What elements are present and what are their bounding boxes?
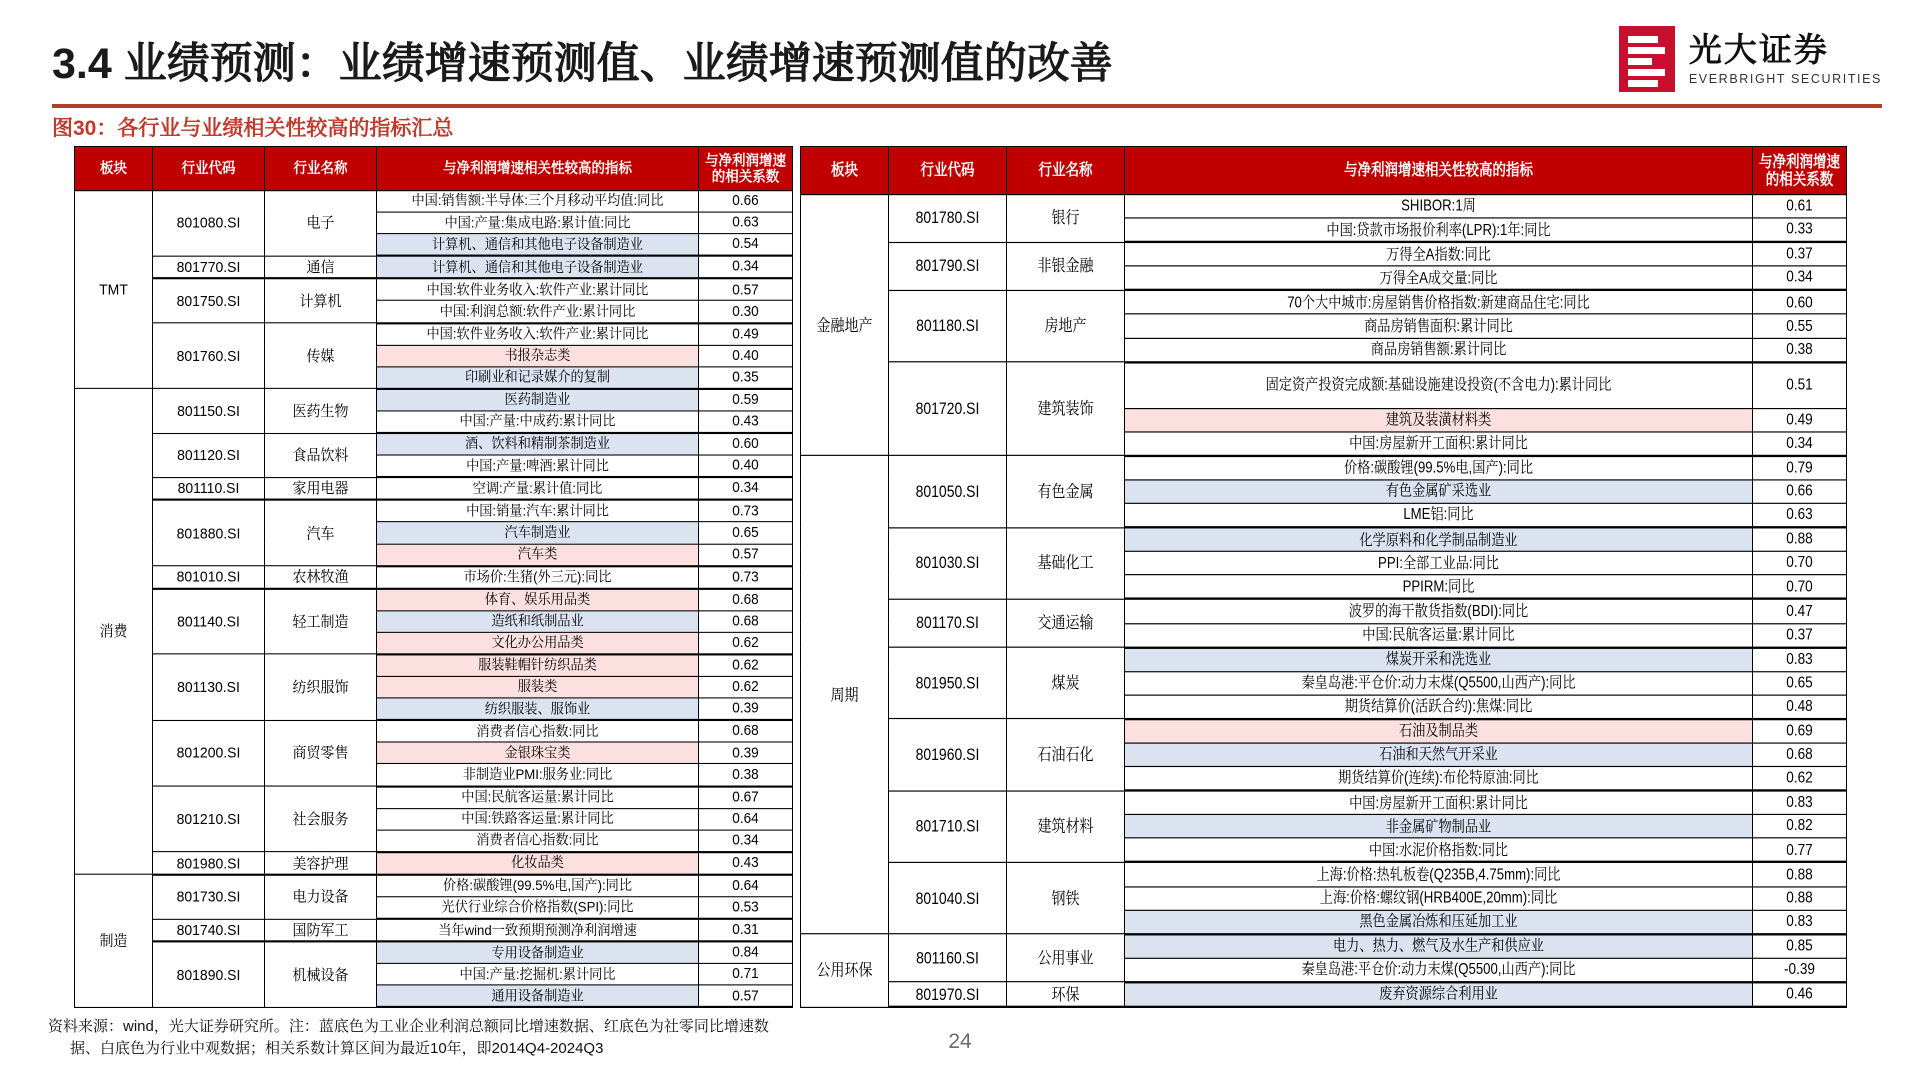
industry-name-cell: 国防军工 [265,919,377,942]
industry-name-cell: 电子 [265,191,377,256]
industry-name-cell: 建筑装饰 [1007,362,1125,456]
correlation-cell: 0.82 [1753,815,1847,839]
industry-name-cell: 家用电器 [265,477,377,500]
table-row [801,195,1847,219]
correlation-cell: 0.73 [699,500,793,522]
indicator-cell: 计算机、通信和其他电子设备制造业 [377,234,699,256]
table-row [75,919,793,942]
correlation-cell: 0.67 [699,786,793,808]
indicator-cell: 期货结算价(活跃合约):焦煤:同比 [1125,695,1753,719]
indicator-cell: 消费者信心指数:同比 [377,830,699,852]
industry-name-cell: 公用事业 [1007,934,1125,982]
table-row [801,862,1847,886]
indicator-cell: 化妆品类 [377,852,699,875]
correlation-cell: 0.83 [1753,791,1847,815]
correlation-cell: 0.64 [699,875,793,897]
indicator-cell: 固定资产投资完成额:基础设施建设投资(不含电力):累计同比 [1125,362,1753,408]
indicator-cell: 消费者信心指数:同比 [377,720,699,742]
indicator-cell: 通用设备制造业 [377,985,699,1007]
indicator-cell: 中国:销量:汽车:累计同比 [377,500,699,522]
indicator-cell: 中国:利润总额:软件产业:累计同比 [377,301,699,323]
brand-logo [1619,26,1882,92]
industry-code-cell: 801980.SI [153,852,265,875]
table-row [75,500,793,522]
correlation-cell: 0.34 [1753,266,1847,290]
indicator-cell: 中国:产量:挖掘机:累计同比 [377,964,699,986]
col-corr-line1: 与净利润增速 [705,152,786,169]
industry-code-cell: 801740.SI [153,919,265,942]
indicator-cell: 中国:软件业务收入:软件产业:累计同比 [377,279,699,301]
industry-code-cell: 801140.SI [153,588,265,654]
industry-code-cell: 801710.SI [889,791,1007,863]
correlation-cell: 0.34 [699,256,793,279]
industry-code-cell: 801770.SI [153,256,265,279]
indicator-cell: 非制造业PMI:服务业:同比 [377,764,699,786]
everbright-logo-icon [1619,26,1675,92]
indicator-cell: 石油和天然气开采业 [1125,743,1753,767]
industry-name-cell: 农林牧渔 [265,566,377,589]
correlation-cell: 0.35 [699,367,793,389]
correlation-cell: 0.43 [699,852,793,875]
correlation-cell: 0.33 [1753,218,1847,242]
industry-name-cell: 基础化工 [1007,527,1125,599]
table-row [801,934,1847,958]
table-row [75,720,793,742]
indicator-cell: 中国:销售额:半导体:三个月移动平均值:同比 [377,191,699,213]
industry-name-cell: 有色金属 [1007,456,1125,528]
correlation-cell: 0.68 [1753,743,1847,767]
correlation-cell: 0.34 [699,830,793,852]
sector-cell: 公用环保 [801,934,889,1007]
table-row [75,256,793,279]
industry-code-cell: 801040.SI [889,862,1007,934]
col-indicator: 与净利润增速相关性较高的指标 [1125,147,1753,195]
correlation-cell: 0.39 [699,698,793,720]
table-row [801,456,1847,480]
correlation-cell: 0.40 [699,455,793,477]
col-name: 行业名称 [265,147,377,191]
indicator-cell: 中国:民航客运量:累计同比 [377,786,699,808]
correlation-cell: 0.66 [699,191,793,213]
correlation-cell: 0.88 [1753,862,1847,886]
correlation-cell: 0.55 [1753,314,1847,338]
correlation-cell: 0.40 [699,345,793,367]
table-row [75,852,793,875]
correlation-cell: 0.62 [699,676,793,698]
correlation-cell: 0.39 [699,742,793,764]
correlation-cell: 0.57 [699,544,793,566]
correlation-cell: 0.60 [699,433,793,455]
indicator-cell: 金银珠宝类 [377,742,699,764]
indicator-cell: 建筑及装潢材料类 [1125,408,1753,432]
industry-name-cell: 钢铁 [1007,862,1125,934]
industry-name-cell: 通信 [265,256,377,279]
correlation-cell: 0.30 [699,301,793,323]
industry-code-cell: 801760.SI [153,323,265,389]
table-body-left [75,191,793,1008]
table-header-row [801,147,1847,195]
correlation-cell: 0.70 [1753,575,1847,599]
correlation-cell: -0.39 [1753,958,1847,982]
correlation-cell: 0.68 [699,720,793,742]
correlation-cell: 0.88 [1753,527,1847,551]
title-divider [52,104,1882,108]
table-row [801,719,1847,743]
industry-name-cell: 房地产 [1007,290,1125,362]
industry-code-cell: 801050.SI [889,456,1007,528]
indicator-cell: 计算机、通信和其他电子设备制造业 [377,256,699,279]
table-body-right [801,195,1847,1007]
industry-name-cell: 医药生物 [265,389,377,433]
table-row [801,791,1847,815]
correlation-cell: 0.73 [699,566,793,589]
correlation-cell: 0.83 [1753,647,1847,671]
indicator-cell: 空调:产量:累计值:同比 [377,477,699,500]
indicator-cell: SHIBOR:1周 [1125,195,1753,219]
indicator-cell: 专用设备制造业 [377,942,699,964]
correlation-cell: 0.71 [699,964,793,986]
industry-name-cell: 交通运输 [1007,599,1125,647]
table-row [75,433,793,455]
correlation-cell: 0.77 [1753,838,1847,862]
correlation-cell: 0.63 [699,212,793,234]
correlation-cell: 0.57 [699,279,793,301]
industry-code-cell: 801750.SI [153,279,265,323]
industry-name-cell: 食品饮料 [265,433,377,477]
indicator-cell: 市场价:生猪(外三元):同比 [377,566,699,589]
correlation-cell: 0.62 [1753,767,1847,791]
table-header-row [75,147,793,191]
col-corr-line1: 与净利润增速 [1759,152,1840,171]
table-row [801,527,1847,551]
indicator-cell: 汽车类 [377,544,699,566]
industry-code-cell: 801890.SI [153,942,265,1008]
correlation-cell: 0.70 [1753,552,1847,576]
industry-name-cell: 轻工制造 [265,588,377,654]
page-title: 3.4 业绩预测：业绩增速预测值、业绩增速预测值的改善 [52,40,1113,88]
industry-name-cell: 银行 [1007,195,1125,243]
industry-name-cell: 汽车 [265,500,377,566]
correlation-cell: 0.65 [1753,671,1847,695]
correlation-cell: 0.34 [699,477,793,500]
industry-name-cell: 石油石化 [1007,719,1125,791]
correlation-cell: 0.65 [699,522,793,544]
correlation-cell: 0.49 [699,323,793,345]
figure-caption: 图30：各行业与业绩相关性较高的指标汇总 [52,117,454,140]
correlation-cell: 0.47 [1753,599,1847,623]
table-row [801,362,1847,408]
industry-code-cell: 801210.SI [153,786,265,852]
table-row [75,588,793,610]
industry-name-cell: 环保 [1007,982,1125,1007]
indicator-cell: 上海:价格:螺纹钢(HRB400E,20mm):同比 [1125,886,1753,910]
industry-code-cell: 801150.SI [153,389,265,433]
correlation-cell: 0.88 [1753,886,1847,910]
correlation-cell: 0.85 [1753,934,1847,958]
correlation-cell: 0.48 [1753,695,1847,719]
footnote-line2: 据、白底色为行业中观数据；相关系数计算区间为最近10年，即2014Q4-2024Q3 [70,1039,604,1057]
indicator-cell: 中国:软件业务收入:软件产业:累计同比 [377,323,699,345]
industry-code-cell: 801730.SI [153,875,265,919]
indicator-cell: 体育、娱乐用品类 [377,588,699,610]
indicator-cell: 商品房销售额:累计同比 [1125,338,1753,362]
indicator-cell: 期货结算价(连续):布伦特原油:同比 [1125,767,1753,791]
col-corr [699,147,793,191]
col-code: 行业代码 [889,147,1007,195]
indicator-cell: 非金属矿物制品业 [1125,815,1753,839]
industry-code-cell: 801120.SI [153,433,265,477]
industry-name-cell: 建筑材料 [1007,791,1125,863]
col-indicator: 与净利润增速相关性较高的指标 [377,147,699,191]
sector-cell: 制造 [75,875,153,1008]
indicator-cell: 煤炭开采和洗选业 [1125,647,1753,671]
indicator-cell: 汽车制造业 [377,522,699,544]
indicator-cell: 中国:产量:啤酒:累计同比 [377,455,699,477]
indicator-cell: 书报杂志类 [377,345,699,367]
indicator-cell: 当年wind一致预期预测净利润增速 [377,919,699,942]
industry-name-cell: 机械设备 [265,942,377,1008]
indicator-cell: 石油及制品类 [1125,719,1753,743]
industry-code-cell: 801880.SI [153,500,265,566]
industry-code-cell: 801080.SI [153,191,265,256]
indicator-cell: 中国:房屋新开工面积:累计同比 [1125,791,1753,815]
indicator-cell: 万得全A指数:同比 [1125,242,1753,266]
industry-name-cell: 社会服务 [265,786,377,852]
indicator-cell: 中国:铁路客运量:累计同比 [377,808,699,830]
indicator-cell: 印刷业和记录媒介的复制 [377,367,699,389]
brand-logo-text [1689,32,1882,85]
indicator-cell: 中国:产量:集成电路:累计值:同比 [377,212,699,234]
correlation-cell: 0.59 [699,389,793,411]
industry-code-cell: 801180.SI [889,290,1007,362]
indicator-cell: 秦皇岛港:平仓价:动力末煤(Q5500,山西产):同比 [1125,671,1753,695]
table-row [75,323,793,345]
table-row [75,942,793,964]
correlation-cell: 0.83 [1753,910,1847,934]
sector-cell: TMT [75,191,153,389]
correlation-cell: 0.69 [1753,719,1847,743]
correlation-cell: 0.62 [699,654,793,676]
industry-name-cell: 煤炭 [1007,647,1125,719]
industry-code-cell: 801130.SI [153,654,265,720]
correlation-cell: 0.38 [1753,338,1847,362]
table-row [801,647,1847,671]
correlation-cell: 0.49 [1753,408,1847,432]
correlation-cell: 0.54 [699,234,793,256]
table-row [801,982,1847,1007]
industry-code-cell: 801160.SI [889,934,1007,982]
table-row [75,477,793,500]
brand-name-en: EVERBRIGHT SECURITIES [1688,71,1882,86]
indicator-cell: 中国:民航客运量:累计同比 [1125,623,1753,647]
correlation-cell: 0.66 [1753,480,1847,504]
indicator-cell: 酒、饮料和精制茶制造业 [377,433,699,455]
col-sector: 板块 [75,147,153,191]
industry-code-cell: 801790.SI [889,242,1007,290]
col-sector: 板块 [801,147,889,195]
table-row [75,279,793,301]
industry-name-cell: 计算机 [265,279,377,323]
table-row [801,242,1847,266]
table-row [801,599,1847,623]
indicator-cell: 70个大中城市:房屋销售价格指数:新建商品住宅:同比 [1125,290,1753,314]
indicator-cell: 文化办公用品类 [377,632,699,654]
correlation-cell: 0.38 [699,764,793,786]
industry-code-cell: 801110.SI [153,477,265,500]
indicator-cell: PPIRM:同比 [1125,575,1753,599]
industry-code-cell: 801960.SI [889,719,1007,791]
indicator-table-left [74,146,793,1009]
industry-name-cell: 纺织服饰 [265,654,377,720]
correlation-cell: 0.37 [1753,242,1847,266]
industry-name-cell: 非银金融 [1007,242,1125,290]
industry-name-cell: 传媒 [265,323,377,389]
indicator-cell: 秦皇岛港:平仓价:动力末煤(Q5500,山西产):同比 [1125,958,1753,982]
industry-name-cell: 商贸零售 [265,720,377,786]
industry-code-cell: 801950.SI [889,647,1007,719]
indicator-cell: 电力、热力、燃气及水生产和供应业 [1125,934,1753,958]
table-row [75,389,793,411]
indicator-cell: 中国:水泥价格指数:同比 [1125,838,1753,862]
col-name: 行业名称 [1007,147,1125,195]
brand-name-cn: 光大证券 [1688,31,1829,69]
indicator-cell: 价格:碳酸锂(99.5%电,国产):同比 [377,875,699,897]
table-row [75,566,793,589]
correlation-cell: 0.61 [1753,195,1847,219]
industry-code-cell: 801720.SI [889,362,1007,456]
indicator-table-right [800,146,1847,1008]
correlation-cell: 0.62 [699,632,793,654]
indicator-cell: 纺织服装、服饰业 [377,698,699,720]
col-corr-line2: 的相关系数 [711,168,780,185]
indicator-cell: 服装鞋帽针纺织品类 [377,654,699,676]
indicator-cell: 黑色金属冶炼和压延加工业 [1125,910,1753,934]
page-number: 24 [948,1030,972,1053]
correlation-cell: 0.31 [699,919,793,942]
industry-code-cell: 801030.SI [889,527,1007,599]
correlation-cell: 0.68 [699,588,793,610]
indicator-cell: 有色金属矿采选业 [1125,480,1753,504]
footnote-line1: 资料来源：wind，光大证券研究所。注：蓝底色为工业企业利润总额同比增速数据、红底色为社零同比增速数 [48,1018,769,1035]
indicator-cell: 中国:贷款市场报价利率(LPR):1年:同比 [1125,218,1753,242]
indicator-cell: LME铝:同比 [1125,503,1753,527]
indicator-cell: 商品房销售面积:累计同比 [1125,314,1753,338]
industry-code-cell: 801780.SI [889,195,1007,243]
correlation-cell: 0.34 [1753,432,1847,456]
indicator-cell: 波罗的海干散货指数(BDI):同比 [1125,599,1753,623]
indicator-cell: 中国:产量:中成药:累计同比 [377,411,699,433]
table-row [801,290,1847,314]
correlation-cell: 0.57 [699,985,793,1007]
correlation-cell: 0.53 [699,897,793,919]
indicator-cell: 造纸和纸制品业 [377,611,699,633]
correlation-cell: 0.63 [1753,503,1847,527]
industry-name-cell: 美容护理 [265,852,377,875]
industry-code-cell: 801970.SI [889,982,1007,1007]
correlation-cell: 0.43 [699,411,793,433]
indicator-cell: 价格:碳酸锂(99.5%电,国产):同比 [1125,456,1753,480]
correlation-cell: 0.84 [699,942,793,964]
table-row [75,191,793,213]
table-row [75,786,793,808]
industry-code-cell: 801200.SI [153,720,265,786]
indicator-cell: 万得全A成交量:同比 [1125,266,1753,290]
industry-name-cell: 电力设备 [265,875,377,919]
col-corr-line2: 的相关系数 [1765,170,1834,189]
industry-code-cell: 801010.SI [153,566,265,589]
indicator-cell: 中国:房屋新开工面积:累计同比 [1125,432,1753,456]
correlation-cell: 0.68 [699,611,793,633]
correlation-cell: 0.60 [1753,290,1847,314]
correlation-cell: 0.79 [1753,456,1847,480]
sector-cell: 金融地产 [801,195,889,456]
indicator-cell: 服装类 [377,676,699,698]
indicator-cell: 化学原料和化学制品制造业 [1125,527,1753,551]
col-code: 行业代码 [153,147,265,191]
col-corr [1753,147,1847,195]
industry-code-cell: 801170.SI [889,599,1007,647]
indicator-cell: PPI:全部工业品:同比 [1125,552,1753,576]
correlation-cell: 0.46 [1753,982,1847,1007]
table-row [75,875,793,897]
sector-cell: 消费 [75,389,153,875]
table-row [75,654,793,676]
indicator-cell: 废弃资源综合利用业 [1125,982,1753,1007]
correlation-cell: 0.37 [1753,623,1847,647]
indicator-cell: 上海:价格:热轧板卷(Q235B,4.75mm):同比 [1125,862,1753,886]
indicator-cell: 光伏行业综合价格指数(SPI):同比 [377,897,699,919]
indicator-cell: 医药制造业 [377,389,699,411]
sector-cell: 周期 [801,456,889,934]
correlation-cell: 0.51 [1753,362,1847,408]
correlation-cell: 0.64 [699,808,793,830]
